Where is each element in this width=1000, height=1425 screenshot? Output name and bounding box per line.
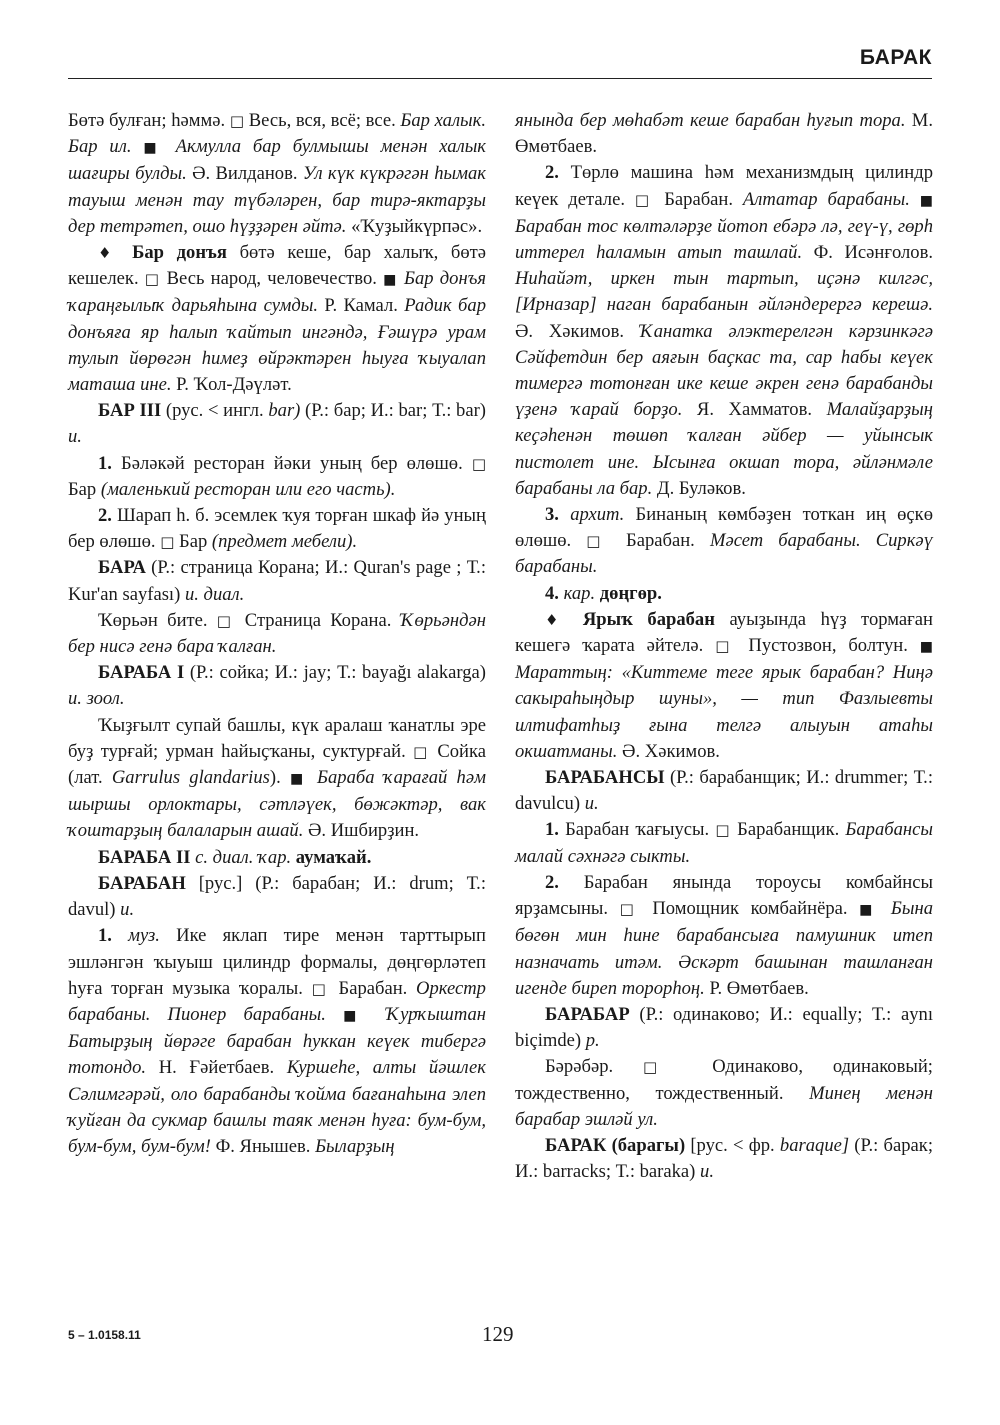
entry-paragraph: янында бер мөһабәт кеше барабан һуғып тора. М. Өмөтбаев. (515, 110, 933, 158)
entry-paragraph: 2. Барабан янында тороусы комбайнсы ярҙамсыны. □ Помощник комбайнёра. ■ Бына бөгөн мин һине барабансыға памушник итеп назначать итәм. Әскәрт башынан ташланған игенде биреп торорһоң. Р. Өмөтбаев. (515, 871, 934, 999)
entry-paragraph: БАР III (рус. < ингл. bar) (Р.: бар; И.: bar; Т.: bar) и. (68, 400, 486, 448)
entry-paragraph: ♦ Бар донъя бөтә кеше, бар халыҡ, бөтә кешелек. □ Весь народ, человечество. ■ Бар донъя ҡараңғылыҡ дарьяһына сумды. Р. Камал. Радик бар донъяға яр һалып ҡайтып ингәндә, Ғәшүрә урам тулып йөрөгән һимеҙ өйрәктәрен һыуға ҡыуалап маташа ине. Р. Ҡол-Дәүләт. (68, 242, 487, 396)
entry-paragraph: БАРА (Р.: страница Корана; И.: Quran's page ; Т.: Kur'an sayfası) и. диал. (68, 557, 486, 605)
entry-paragraph: 4. кар. дөңгөр. (545, 582, 662, 604)
entry-paragraph: БАРАБА I (Р.: сойка; И.: jay; Т.: bayağı alakarga) и. зоол. (68, 662, 486, 710)
entry-paragraph: 2. Төрлө машина һәм механизмдың цилиндр кеүек детале. □ Барабан. Алтатар барабаны. ■ Барабан тос көлтәләрҙе йотоп ебәрә лә, геү-ү, гөрһ иттерел һаламын атып ташлай. Ф. Исәнғолов. Ниһайәт, иркен тын тартып, иҫәнә килгәс, [Ирназар] наган барабанын әйләндерергә керешә. Ә. Хәкимов. Ҡанатка әлэктерелгән кәрзинкәгә Сәйфетдин бер аяғын баҫкас та, сар һабы кеүек тимергә тотонған ике кеше әкрен генә барабанды үҙенә ҡарай борҙо. Я. Хамматов. Малайҙарҙың кеҫәһенән төшөп ҡалған әйбер — уйынсык пистолет ине. Ысынға окшап тора, әйләнмәле барабаны ла бар. Д. Буләков. (515, 162, 934, 499)
entry-paragraph: Бәрәбәр. □ Одинаково, одинаковый; тождественно, тождественный. Минең менән барабар эшләй ул. (515, 1056, 933, 1130)
page-number: 129 (482, 1322, 514, 1346)
entry-paragraph: БАРАБАН [рус.] (Р.: барабан; И.: drum; Т.: davul) и. (68, 872, 486, 921)
header-rule (68, 78, 932, 79)
entry-paragraph: ♦ Ярыҡ барабан ауыҙында һүҙ тормаған кешегә ҡарата әйтелә. □ Пустозвон, болтун. ■ Мараттың: «Киттеме теге ярык барабан? Ниңә сакырaһыңдыр шуны», — тип Фазлыевты илтифатһыҙ ғына телгә алыуын атаһы окшатманы. Ә. Хәкимов. (515, 608, 933, 762)
entry-paragraph: БАРАБАР (Р.: одинаково; И.: equally; Т.: aynı biçimde) р. (515, 1003, 933, 1052)
entry-paragraph: БАРАК (барагы) [рус. < фр. baraque] (Р.: барак; И.: barracks; Т.: baraka) и. (515, 1134, 933, 1183)
footer-code: 5 – 1.0158.11 (68, 1328, 141, 1342)
right-column (515, 108, 933, 1185)
entry-paragraph: 3. архит. Бинаның көмбәҙен тоткан иң өҫкө өлөшө. □ Барабан. Мәсет барабаны. Сиркәү барабаны. (515, 504, 933, 578)
left-column (68, 108, 486, 1160)
entry-paragraph: Ҡыҙғылт супай башлы, күк аралаш ҡанатлы эре буҙ турғай; урман һайыҫҡаны, суктурғай. □ Сойка (лат. Garrulus glandarius). ■ Бараба ҡарағай һәм шыршы орлоктары, сәтләүек, бөжәктәр, вак ҡоштарҙың балаларын ашай. Ә. Ишбирҙин. (68, 714, 486, 842)
entry-paragraph: Бөтә булған; һәммә. □ Весь, вся, всё; все. Бар халык. Бар ил. ■ Акмулла бар булмышы менән халык шағиры булды. Ә. Вилданов. Ул күк күкрәгән һымак тауыш менән тау түбәләрен, бар тирә-яктарҙы дер тетрәтеп, ошо һүҙҙәрен әйтә. «Ҡуҙыйкүрпәс». (68, 110, 486, 237)
entry-paragraph: БАРАБАНСЫ (Р.: барабанщик; И.: drummer; Т.: davulcu) и. (515, 767, 933, 815)
entry-paragraph: Ҡөрьән бите. □ Страница Корана. Ҡөрьәндән бер нисә генә бара ҡалған. (68, 609, 486, 658)
entry-paragraph: 1. муз. Ике яклап тире менән тарттырып эшләнгән ҡыуыш цилиндр формалы, дөңгөрләтеп һуға торған музыка ҡоралы. □ Барабан. Оркестр барабаны. Пионер барабаны. ■ Ҡурҡыштан Батырҙың йөрәге барабан һуккан кеүек тибергә тотондо. Н. Ғәйетбаев. Куршеһе, алты йәшлек Сәлимгәрәй, оло барабанды ҡойма бағанаһына элеп ҡуйған да сукмар башлы таяк менән һуға: бум-бум, бум-бум, бум-бум! Ф. Янышев. Быларҙың (68, 925, 487, 1157)
entry-paragraph: БАРАБА II с. диал. ҡар. аумаҡай. (98, 846, 372, 868)
entry-paragraph: 1. Барабан ҡағыусы. □ Барабанщик. Барабансы малай сәхнәгә сыкты. (515, 819, 933, 867)
running-head: БАРАК (859, 46, 932, 69)
entry-paragraph: 1. Бәләкәй ресторан йәки уның бер өлөшө. □ Бар (маленький ресторан или его часть). (68, 452, 486, 500)
entry-paragraph: 2. Шарап һ. б. эсемлек ҡуя торған шкаф йә уның бер өлөшө. □ Бар (предмет мебели). (68, 505, 486, 553)
